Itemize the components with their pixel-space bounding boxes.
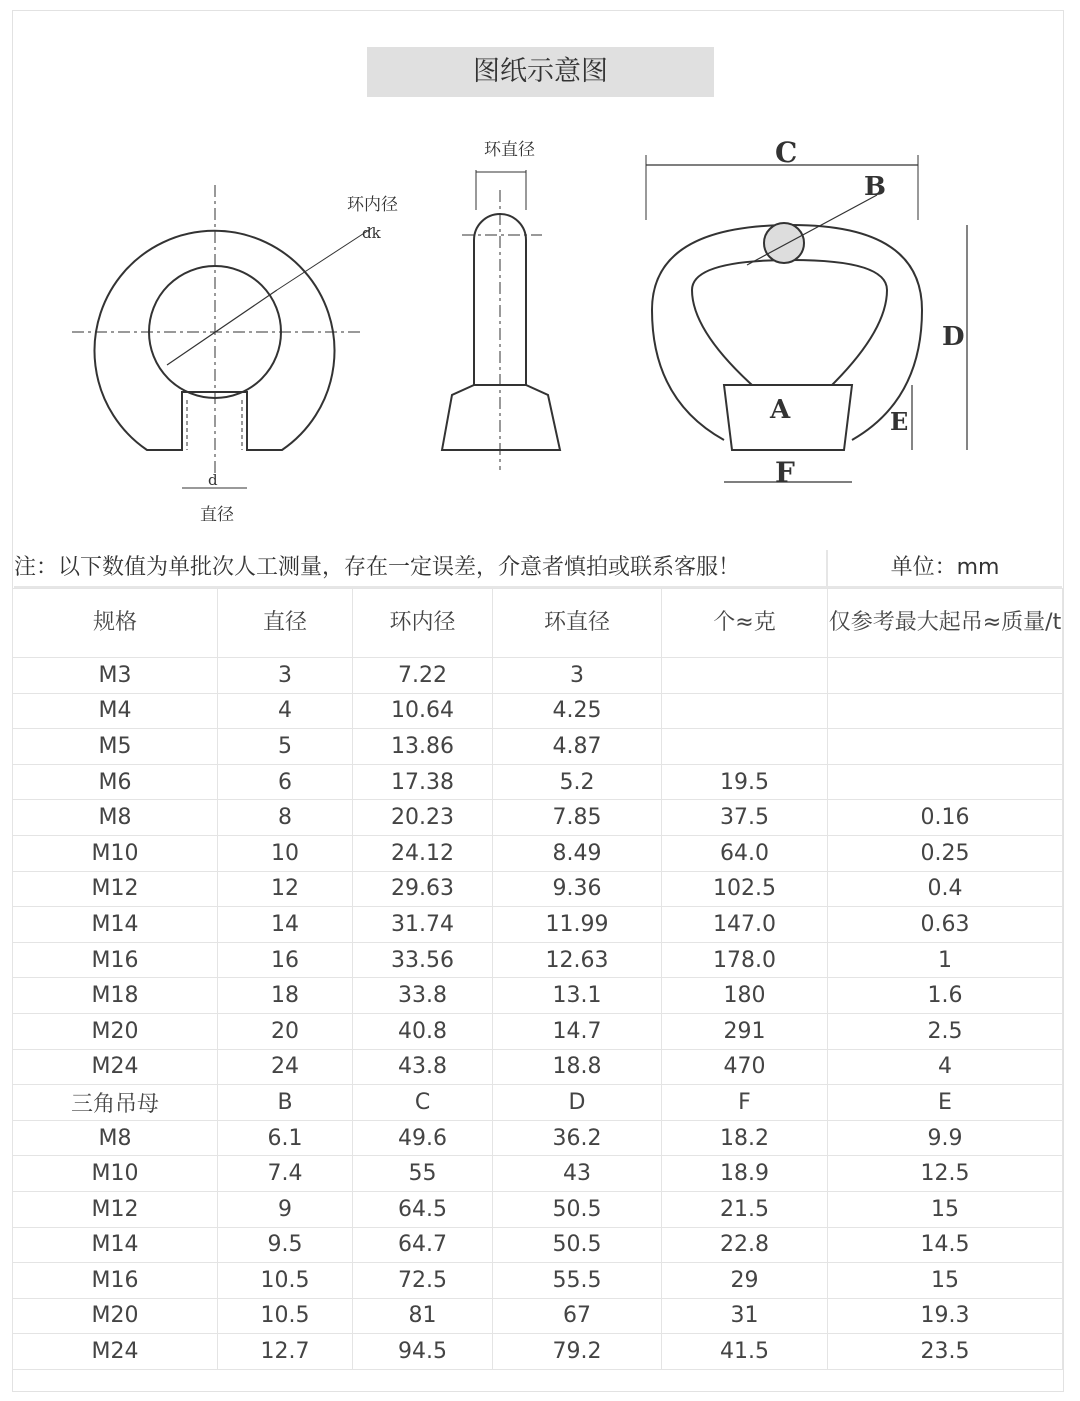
- table-cell: 4.87: [493, 729, 662, 765]
- table-cell: 24.12: [353, 835, 493, 871]
- table-cell: 直径: [218, 589, 353, 658]
- table-cell: E: [828, 1085, 1063, 1121]
- table-cell: 5.2: [493, 764, 662, 800]
- table-cell: 19.3: [828, 1298, 1063, 1334]
- table-cell: 29.63: [353, 871, 493, 907]
- table-cell: 12: [218, 871, 353, 907]
- table-cell: 16: [218, 942, 353, 978]
- table-cell: 12.63: [493, 942, 662, 978]
- table-cell: 9.9: [828, 1120, 1063, 1156]
- table-cell: 10: [218, 835, 353, 871]
- triangle-nut-view: [646, 155, 967, 482]
- table-cell: 0.63: [828, 907, 1063, 943]
- table-cell: 23.5: [828, 1334, 1063, 1370]
- table-row: [13, 1298, 1063, 1334]
- label-D: D: [942, 322, 965, 352]
- table-cell: 规格: [13, 589, 218, 658]
- table-cell: [662, 658, 828, 694]
- label-C: C: [775, 136, 798, 169]
- table-cell: D: [493, 1085, 662, 1121]
- table-cell: 147.0: [662, 907, 828, 943]
- table-cell: [828, 729, 1063, 765]
- table-cell: 18.8: [493, 1049, 662, 1085]
- table-cell: 12.5: [828, 1156, 1063, 1192]
- table-cell: 15: [828, 1263, 1063, 1299]
- table-cell: 20.23: [353, 800, 493, 836]
- table-cell: 50.5: [493, 1191, 662, 1227]
- table-cell: 13.1: [493, 978, 662, 1014]
- table-cell: M18: [13, 978, 218, 1014]
- table-cell: 67: [493, 1298, 662, 1334]
- table-cell: 79.2: [493, 1334, 662, 1370]
- table-cell: M20: [13, 1013, 218, 1049]
- label-diameter: 直径: [200, 505, 234, 525]
- table-row: [13, 942, 1063, 978]
- table-cell: 33.8: [353, 978, 493, 1014]
- table-cell: 43.8: [353, 1049, 493, 1085]
- table-row: [13, 978, 1063, 1014]
- table-cell: 180: [662, 978, 828, 1014]
- table-cell: 64.0: [662, 835, 828, 871]
- table-cell: 环直径: [493, 589, 662, 658]
- table-cell: M20: [13, 1298, 218, 1334]
- table-cell: M10: [13, 835, 218, 871]
- table-cell: 64.7: [353, 1227, 493, 1263]
- table-row: [13, 1049, 1063, 1085]
- table-cell: 12.7: [218, 1334, 353, 1370]
- label-A: A: [770, 395, 791, 425]
- table-cell: 102.5: [662, 871, 828, 907]
- table-cell: 72.5: [353, 1263, 493, 1299]
- table-cell: 0.25: [828, 835, 1063, 871]
- table-cell: 6: [218, 764, 353, 800]
- table-cell: 14.5: [828, 1227, 1063, 1263]
- table-cell: M16: [13, 1263, 218, 1299]
- table-cell: 33.56: [353, 942, 493, 978]
- table-cell: 4: [828, 1049, 1063, 1085]
- table-cell: M12: [13, 871, 218, 907]
- table-cell: 21.5: [662, 1191, 828, 1227]
- table-cell: 50.5: [493, 1227, 662, 1263]
- table-cell: M6: [13, 764, 218, 800]
- page-title: 图纸示意图: [367, 47, 714, 97]
- table-cell: 15: [828, 1191, 1063, 1227]
- table-cell: 7.22: [353, 658, 493, 694]
- table-cell: 仅参考最大起吊≈质量/t: [828, 589, 1063, 658]
- table-cell: 环内径: [353, 589, 493, 658]
- table-cell: M16: [13, 942, 218, 978]
- table-cell: 9.36: [493, 871, 662, 907]
- table-cell: B: [218, 1085, 353, 1121]
- label-d: d: [208, 471, 218, 489]
- table-cell: [828, 658, 1063, 694]
- table-row: [13, 693, 1063, 729]
- table-row: [13, 764, 1063, 800]
- table-cell: M10: [13, 1156, 218, 1192]
- table-row: [13, 871, 1063, 907]
- table-cell: 8.49: [493, 835, 662, 871]
- table-cell: 291: [662, 1013, 828, 1049]
- table-cell: 10.5: [218, 1263, 353, 1299]
- table-row: [13, 835, 1063, 871]
- table-cell: 3: [218, 658, 353, 694]
- table-cell: 9: [218, 1191, 353, 1227]
- table-row: [13, 1120, 1063, 1156]
- table-cell: 19.5: [662, 764, 828, 800]
- table-cell: 81: [353, 1298, 493, 1334]
- table-cell: 178.0: [662, 942, 828, 978]
- table-cell: 49.6: [353, 1120, 493, 1156]
- table-cell: 5: [218, 729, 353, 765]
- eye-nut-side-view: [442, 170, 560, 470]
- technical-drawing: [12, 110, 1062, 540]
- table-cell: 0.16: [828, 800, 1063, 836]
- table-cell: 470: [662, 1049, 828, 1085]
- table-cell: 40.8: [353, 1013, 493, 1049]
- table-cell: 64.5: [353, 1191, 493, 1227]
- table-cell: M24: [13, 1334, 218, 1370]
- table-cell: 3: [493, 658, 662, 694]
- table-cell: 24: [218, 1049, 353, 1085]
- label-F: F: [775, 456, 795, 489]
- table-cell: F: [662, 1085, 828, 1121]
- table-cell: 2.5: [828, 1013, 1063, 1049]
- table-row: [13, 1013, 1063, 1049]
- table-cell: [828, 764, 1063, 800]
- label-E: E: [890, 407, 909, 436]
- table-row: [13, 658, 1063, 694]
- table-cell: M14: [13, 907, 218, 943]
- table-cell: 94.5: [353, 1334, 493, 1370]
- table-cell: 10.64: [353, 693, 493, 729]
- table-cell: 37.5: [662, 800, 828, 836]
- measurement-note: 注：以下数值为单批次人工测量，存在一定误差，介意者慎拍或联系客服！: [14, 550, 828, 588]
- eye-nut-front-view: [72, 185, 372, 488]
- table-cell: 43: [493, 1156, 662, 1192]
- table-cell: 4: [218, 693, 353, 729]
- table-row: [13, 1263, 1063, 1299]
- table-cell: 4.25: [493, 693, 662, 729]
- table-cell: 8: [218, 800, 353, 836]
- table-cell: M14: [13, 1227, 218, 1263]
- table-cell: 55: [353, 1156, 493, 1192]
- table-cell: M5: [13, 729, 218, 765]
- table-cell: 22.8: [662, 1227, 828, 1263]
- table-row: [13, 729, 1063, 765]
- table-cell: [662, 729, 828, 765]
- table-row: [13, 1334, 1063, 1370]
- table-cell: M3: [13, 658, 218, 694]
- table-cell: 31: [662, 1298, 828, 1334]
- table-cell: 0.4: [828, 871, 1063, 907]
- table-cell: 10.5: [218, 1298, 353, 1334]
- table-cell: 18.2: [662, 1120, 828, 1156]
- table-cell: 13.86: [353, 729, 493, 765]
- table-cell: 9.5: [218, 1227, 353, 1263]
- table-cell: M24: [13, 1049, 218, 1085]
- table-cell: 41.5: [662, 1334, 828, 1370]
- table-cell: 20: [218, 1013, 353, 1049]
- table-cell: M4: [13, 693, 218, 729]
- table-row: [13, 907, 1063, 943]
- table-cell: 18: [218, 978, 353, 1014]
- table-cell: 14: [218, 907, 353, 943]
- label-dk: dk: [362, 224, 381, 242]
- label-B: B: [864, 172, 886, 202]
- table-cell: 1.6: [828, 978, 1063, 1014]
- table-header-row: [13, 589, 1063, 658]
- table-cell: 7.4: [218, 1156, 353, 1192]
- table-row: [13, 1156, 1063, 1192]
- triangle-header-row: [13, 1085, 1063, 1121]
- table-cell: M8: [13, 1120, 218, 1156]
- table-row: [13, 1227, 1063, 1263]
- label-ring-inner: 环内径: [347, 195, 398, 215]
- table-cell: 个≈克: [662, 589, 828, 658]
- table-cell: 55.5: [493, 1263, 662, 1299]
- table-cell: 29: [662, 1263, 828, 1299]
- table-cell: 11.99: [493, 907, 662, 943]
- table-cell: M12: [13, 1191, 218, 1227]
- table-cell: 17.38: [353, 764, 493, 800]
- unit-label: 单位：mm: [828, 550, 1062, 588]
- table-cell: M8: [13, 800, 218, 836]
- table-cell: 18.9: [662, 1156, 828, 1192]
- spec-table: [12, 588, 1063, 1370]
- table-cell: 三角吊母: [13, 1085, 218, 1121]
- table-cell: 14.7: [493, 1013, 662, 1049]
- table-cell: 1: [828, 942, 1063, 978]
- table-cell: 31.74: [353, 907, 493, 943]
- table-cell: [828, 693, 1063, 729]
- table-cell: 36.2: [493, 1120, 662, 1156]
- table-cell: 7.85: [493, 800, 662, 836]
- table-row: [13, 1191, 1063, 1227]
- label-ring-diameter: 环直径: [484, 140, 535, 160]
- table-row: [13, 800, 1063, 836]
- table-cell: [662, 693, 828, 729]
- table-cell: C: [353, 1085, 493, 1121]
- table-cell: 6.1: [218, 1120, 353, 1156]
